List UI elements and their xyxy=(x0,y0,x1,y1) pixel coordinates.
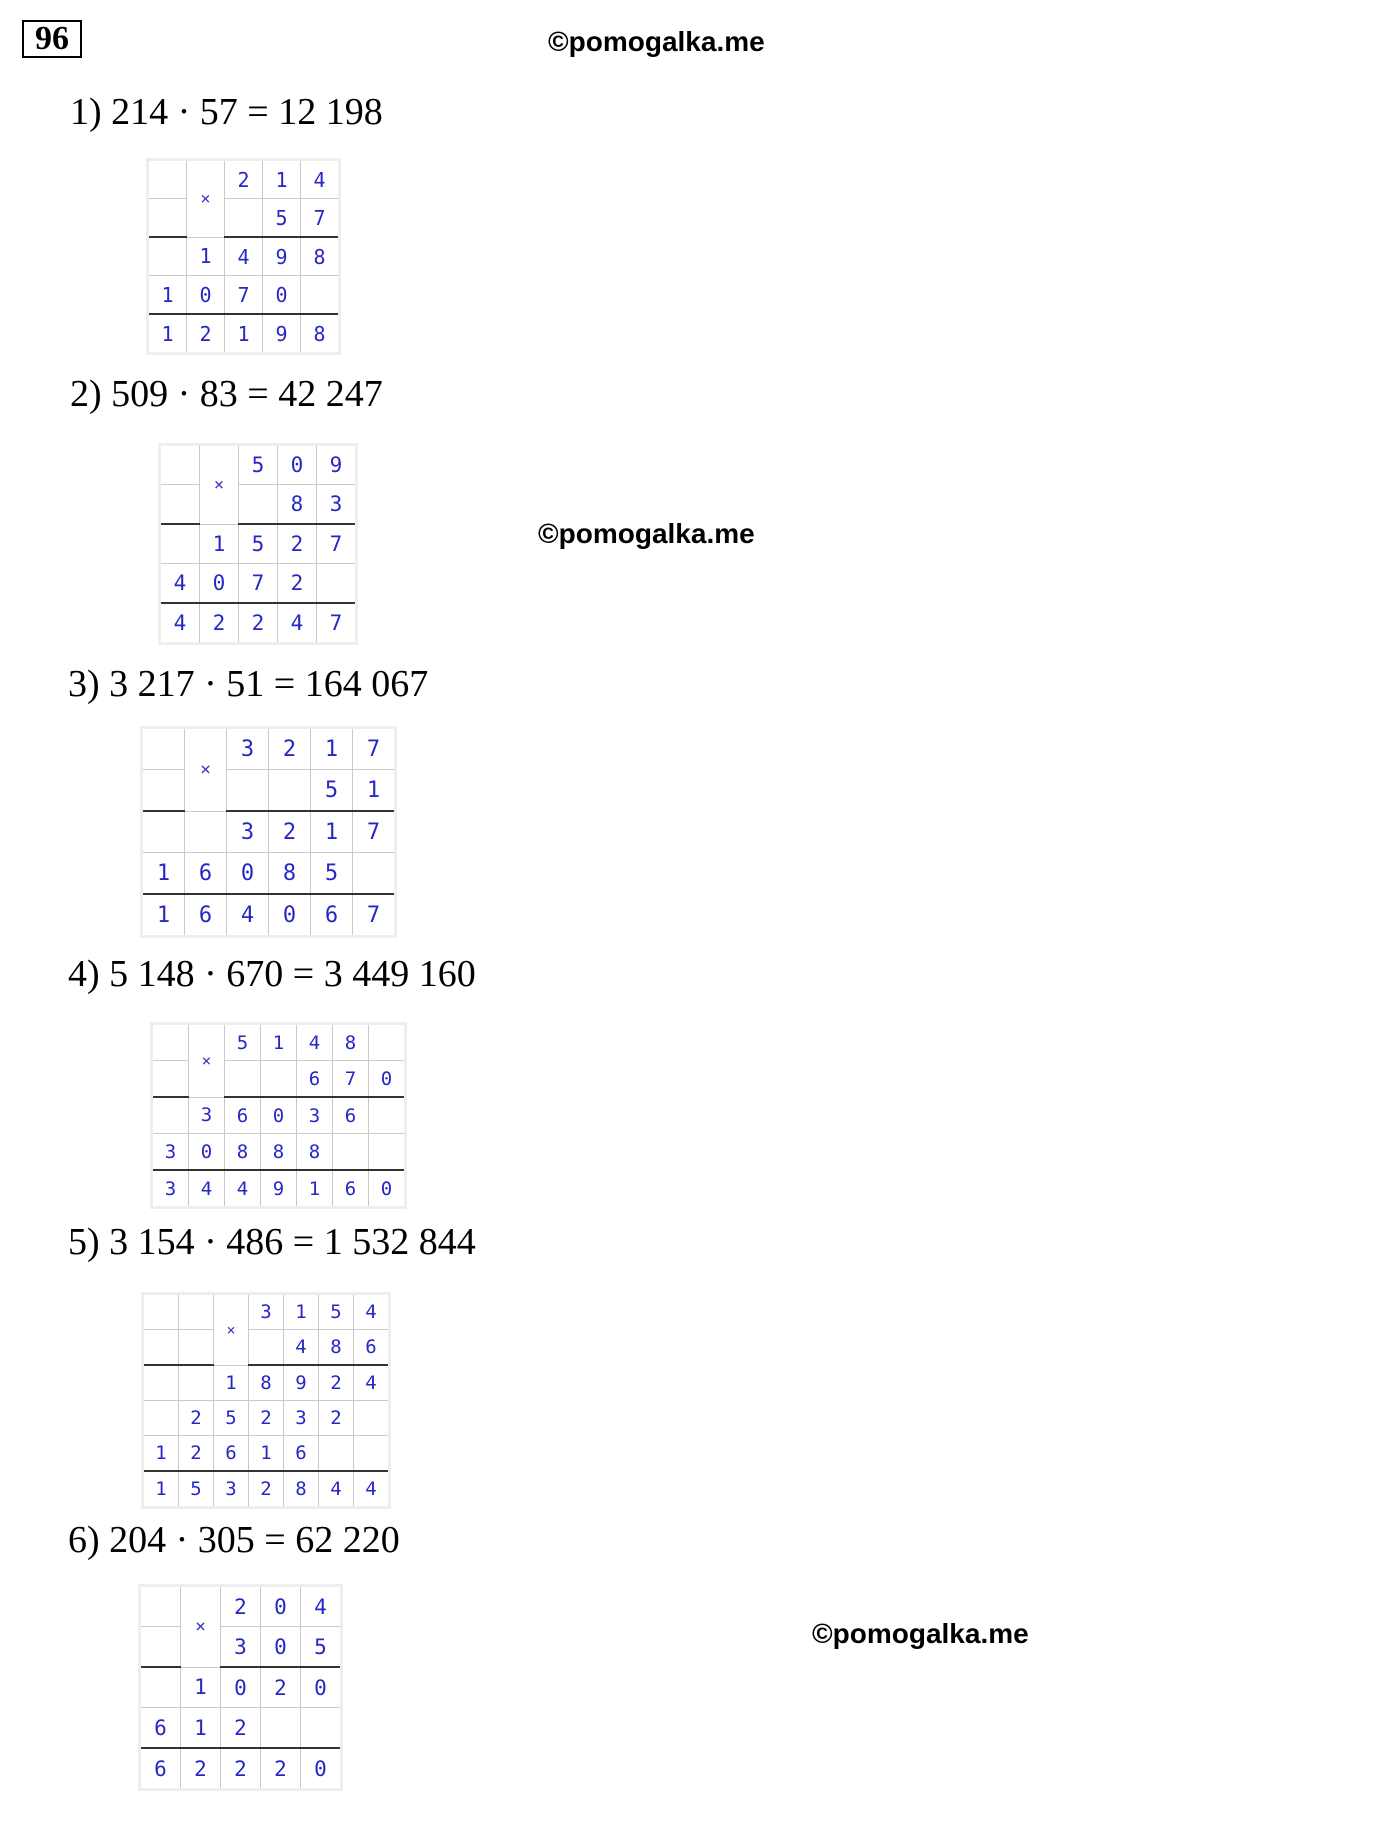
digit-cell: 2 xyxy=(239,603,278,644)
digit-cell: 2 xyxy=(225,160,263,199)
digit-cell: 0 xyxy=(301,1748,342,1790)
digit-cell: 8 xyxy=(261,1134,297,1171)
digit-cell xyxy=(148,160,187,199)
digit-cell: 6 xyxy=(333,1097,369,1134)
exercise-number: 96 xyxy=(22,20,82,58)
digit-cell: 1 xyxy=(311,728,353,770)
watermark-bottom: ©pomogalka.me xyxy=(812,1618,1029,1649)
grid-row xyxy=(160,485,357,525)
equation-2: 2) 509 · 83 = 42 247 xyxy=(70,373,383,415)
digit-cell: 5 xyxy=(225,1024,261,1061)
digit-cell xyxy=(301,276,340,315)
digit-cell: 1 xyxy=(142,853,185,895)
digit-cell: 1 xyxy=(142,894,185,937)
digit-cell: 1 xyxy=(143,1436,179,1472)
digit-cell: 3 xyxy=(297,1097,333,1134)
digit-cell: 0 xyxy=(369,1170,406,1208)
digit-cell: 1 xyxy=(200,524,239,564)
digit-cell xyxy=(353,853,396,895)
digit-cell: 8 xyxy=(278,485,317,525)
digit-cell: 1 xyxy=(148,276,187,315)
digit-cell: 9 xyxy=(284,1365,319,1401)
digit-cell: 4 xyxy=(354,1471,390,1508)
digit-cell: 3 xyxy=(227,728,269,770)
digit-cell: 8 xyxy=(319,1330,354,1366)
digit-cell: 6 xyxy=(284,1436,319,1472)
digit-cell: 3 xyxy=(221,1627,261,1668)
digit-cell xyxy=(152,1061,189,1098)
digit-cell: 5 xyxy=(239,524,278,564)
digit-cell xyxy=(333,1134,369,1171)
digit-cell xyxy=(261,1708,301,1749)
digit-cell: 1 xyxy=(284,1294,319,1330)
digit-cell: 1 xyxy=(181,1667,221,1708)
digit-cell: 0 xyxy=(269,894,311,937)
grid-row xyxy=(142,811,396,853)
digit-cell: 1 xyxy=(261,1024,297,1061)
digit-cell xyxy=(148,199,187,238)
digit-cell xyxy=(140,1627,181,1668)
digit-cell: 2 xyxy=(269,811,311,853)
digit-cell: 6 xyxy=(225,1097,261,1134)
digit-cell: 7 xyxy=(353,728,396,770)
digit-cell: 0 xyxy=(261,1097,297,1134)
digit-cell: 4 xyxy=(301,160,340,199)
digit-cell: 4 xyxy=(354,1365,390,1401)
digit-cell: 0 xyxy=(200,564,239,604)
column-multiplication-grid-2 xyxy=(158,443,358,645)
digit-cell: 8 xyxy=(333,1024,369,1061)
digit-cell xyxy=(319,1436,354,1472)
equation-5: 5) 3 154 · 486 = 1 532 844 xyxy=(68,1221,476,1263)
digit-cell xyxy=(369,1097,406,1134)
digit-cell: 9 xyxy=(317,445,357,485)
digit-cell xyxy=(143,1294,179,1330)
digit-cell: 4 xyxy=(284,1330,319,1366)
digit-cell: 0 xyxy=(301,1667,342,1708)
digit-cell: 5 xyxy=(239,445,278,485)
digit-cell: 4 xyxy=(297,1024,333,1061)
grid-row xyxy=(148,160,340,199)
column-multiplication-grid-3 xyxy=(140,726,397,938)
digit-cell: 3 xyxy=(152,1170,189,1208)
grid-row xyxy=(152,1024,406,1061)
digit-cell: 2 xyxy=(261,1748,301,1790)
digit-cell: 2 xyxy=(179,1401,214,1436)
digit-cell xyxy=(249,1330,284,1366)
grid-row xyxy=(143,1471,390,1508)
digit-cell: 5 xyxy=(214,1401,249,1436)
digit-cell: 1 xyxy=(187,237,225,276)
watermark-top: ©pomogalka.me xyxy=(548,26,765,57)
grid-row xyxy=(142,853,396,895)
digit-cell: 6 xyxy=(297,1061,333,1098)
digit-cell: 4 xyxy=(278,603,317,644)
digit-cell: 4 xyxy=(354,1294,390,1330)
digit-cell: 0 xyxy=(189,1134,225,1171)
column-multiplication-grid-4 xyxy=(150,1022,407,1209)
digit-cell: 2 xyxy=(187,314,225,354)
digit-cell: 4 xyxy=(301,1586,342,1627)
digit-cell: 5 xyxy=(319,1294,354,1330)
grid-row xyxy=(140,1667,342,1708)
digit-cell xyxy=(140,1586,181,1627)
digit-cell: 2 xyxy=(221,1748,261,1790)
digit-cell: 1 xyxy=(249,1436,284,1472)
grid-row xyxy=(143,1330,390,1366)
equation-3: 3) 3 217 · 51 = 164 067 xyxy=(68,663,429,705)
digit-cell: 9 xyxy=(261,1170,297,1208)
digit-cell: 3 xyxy=(189,1097,225,1134)
digit-cell: 2 xyxy=(179,1436,214,1472)
grid-row xyxy=(160,524,357,564)
digit-cell: 2 xyxy=(278,524,317,564)
digit-cell: 7 xyxy=(353,811,396,853)
digit-cell xyxy=(369,1134,406,1171)
digit-cell: 6 xyxy=(354,1330,390,1366)
digit-cell: 6 xyxy=(311,894,353,937)
digit-cell: 1 xyxy=(311,811,353,853)
digit-cell: 4 xyxy=(160,564,200,604)
digit-cell: 8 xyxy=(269,853,311,895)
digit-cell: 1 xyxy=(263,160,301,199)
grid-row xyxy=(140,1748,342,1790)
digit-cell: 9 xyxy=(263,237,301,276)
digit-cell: 7 xyxy=(301,199,340,238)
digit-cell: 0 xyxy=(369,1061,406,1098)
digit-cell: 4 xyxy=(189,1170,225,1208)
digit-cell xyxy=(152,1024,189,1061)
digit-cell: 0 xyxy=(261,1586,301,1627)
digit-cell xyxy=(179,1330,214,1366)
digit-cell xyxy=(225,1061,261,1098)
grid-row xyxy=(160,603,357,644)
digit-cell xyxy=(152,1097,189,1134)
digit-cell xyxy=(239,485,278,525)
digit-cell xyxy=(160,485,200,525)
digit-cell: 7 xyxy=(353,894,396,937)
equation-6: 6) 204 · 305 = 62 220 xyxy=(68,1519,400,1561)
digit-cell: 2 xyxy=(221,1708,261,1749)
multiply-sign: × xyxy=(187,160,225,238)
watermark-middle: ©pomogalka.me xyxy=(538,518,755,549)
digit-cell xyxy=(225,199,263,238)
digit-cell: 3 xyxy=(249,1294,284,1330)
digit-cell: 6 xyxy=(140,1748,181,1790)
digit-cell: 2 xyxy=(249,1401,284,1436)
digit-cell: 4 xyxy=(319,1471,354,1508)
digit-cell: 2 xyxy=(269,728,311,770)
digit-cell: 2 xyxy=(261,1667,301,1708)
digit-cell: 3 xyxy=(284,1401,319,1436)
grid-row xyxy=(152,1170,406,1208)
multiply-sign: × xyxy=(185,728,227,812)
column-multiplication-grid-1 xyxy=(146,158,341,355)
digit-cell xyxy=(261,1061,297,1098)
digit-cell xyxy=(140,1667,181,1708)
digit-cell: 5 xyxy=(311,770,353,812)
digit-cell xyxy=(301,1708,342,1749)
digit-cell: 2 xyxy=(200,603,239,644)
digit-cell xyxy=(142,728,185,770)
digit-cell: 8 xyxy=(297,1134,333,1171)
column-multiplication-grid-5 xyxy=(141,1292,391,1509)
digit-cell: 2 xyxy=(181,1748,221,1790)
digit-cell: 7 xyxy=(225,276,263,315)
digit-cell: 2 xyxy=(249,1471,284,1508)
digit-cell: 7 xyxy=(333,1061,369,1098)
grid-row xyxy=(148,199,340,238)
equation-1: 1) 214 · 57 = 12 198 xyxy=(70,91,383,133)
grid-row xyxy=(152,1134,406,1171)
digit-cell: 0 xyxy=(263,276,301,315)
digit-cell: 1 xyxy=(181,1708,221,1749)
digit-cell: 0 xyxy=(221,1667,261,1708)
grid-row xyxy=(160,445,357,485)
digit-cell: 1 xyxy=(353,770,396,812)
digit-cell: 3 xyxy=(152,1134,189,1171)
digit-cell: 0 xyxy=(227,853,269,895)
digit-cell: 8 xyxy=(225,1134,261,1171)
digit-cell: 0 xyxy=(261,1627,301,1668)
digit-cell: 6 xyxy=(185,853,227,895)
grid-row xyxy=(142,728,396,770)
digit-cell xyxy=(148,237,187,276)
digit-cell: 8 xyxy=(301,314,340,354)
digit-cell: 2 xyxy=(319,1401,354,1436)
digit-cell xyxy=(142,770,185,812)
digit-cell: 1 xyxy=(297,1170,333,1208)
digit-cell: 0 xyxy=(187,276,225,315)
digit-cell: 6 xyxy=(214,1436,249,1472)
digit-cell xyxy=(160,445,200,485)
digit-cell xyxy=(269,770,311,812)
digit-cell: 0 xyxy=(278,445,317,485)
multiply-sign: × xyxy=(181,1586,221,1668)
digit-cell xyxy=(143,1401,179,1436)
digit-cell: 8 xyxy=(284,1471,319,1508)
digit-cell: 2 xyxy=(319,1365,354,1401)
digit-cell: 9 xyxy=(263,314,301,354)
digit-cell xyxy=(354,1401,390,1436)
grid-row xyxy=(148,237,340,276)
grid-row xyxy=(140,1586,342,1627)
digit-cell xyxy=(143,1365,179,1401)
grid-row xyxy=(143,1365,390,1401)
grid-row xyxy=(142,894,396,937)
grid-row xyxy=(140,1708,342,1749)
digit-cell: 4 xyxy=(225,1170,261,1208)
digit-cell: 4 xyxy=(227,894,269,937)
digit-cell: 2 xyxy=(221,1586,261,1627)
grid-row xyxy=(152,1097,406,1134)
digit-cell xyxy=(179,1294,214,1330)
digit-cell: 1 xyxy=(148,314,187,354)
multiply-sign: × xyxy=(200,445,239,525)
grid-row xyxy=(148,276,340,315)
column-multiplication-grid-6 xyxy=(138,1584,343,1791)
digit-cell: 6 xyxy=(333,1170,369,1208)
grid-row xyxy=(142,770,396,812)
grid-row xyxy=(143,1401,390,1436)
digit-cell xyxy=(142,811,185,853)
digit-cell: 4 xyxy=(160,603,200,644)
digit-cell: 5 xyxy=(179,1471,214,1508)
digit-cell: 7 xyxy=(239,564,278,604)
digit-cell: 1 xyxy=(225,314,263,354)
grid-row xyxy=(160,564,357,604)
digit-cell: 7 xyxy=(317,524,357,564)
grid-row xyxy=(140,1627,342,1668)
digit-cell xyxy=(369,1024,406,1061)
digit-cell xyxy=(317,564,357,604)
digit-cell: 8 xyxy=(249,1365,284,1401)
grid-row xyxy=(148,314,340,354)
digit-cell: 1 xyxy=(143,1471,179,1508)
digit-cell: 5 xyxy=(263,199,301,238)
digit-cell: 6 xyxy=(185,894,227,937)
digit-cell: 8 xyxy=(301,237,340,276)
digit-cell: 1 xyxy=(214,1365,249,1401)
digit-cell xyxy=(185,811,227,853)
equation-4: 4) 5 148 · 670 = 3 449 160 xyxy=(68,953,476,995)
digit-cell: 6 xyxy=(140,1708,181,1749)
digit-cell xyxy=(354,1436,390,1472)
digit-cell: 2 xyxy=(278,564,317,604)
digit-cell xyxy=(160,524,200,564)
digit-cell: 3 xyxy=(317,485,357,525)
multiply-sign: × xyxy=(189,1024,225,1098)
digit-cell: 5 xyxy=(311,853,353,895)
digit-cell: 7 xyxy=(317,603,357,644)
digit-cell: 4 xyxy=(225,237,263,276)
grid-row xyxy=(143,1294,390,1330)
digit-cell: 3 xyxy=(227,811,269,853)
digit-cell xyxy=(143,1330,179,1366)
grid-row xyxy=(143,1436,390,1472)
multiply-sign: × xyxy=(214,1294,249,1366)
digit-cell xyxy=(227,770,269,812)
digit-cell: 5 xyxy=(301,1627,342,1668)
digit-cell xyxy=(179,1365,214,1401)
digit-cell: 3 xyxy=(214,1471,249,1508)
